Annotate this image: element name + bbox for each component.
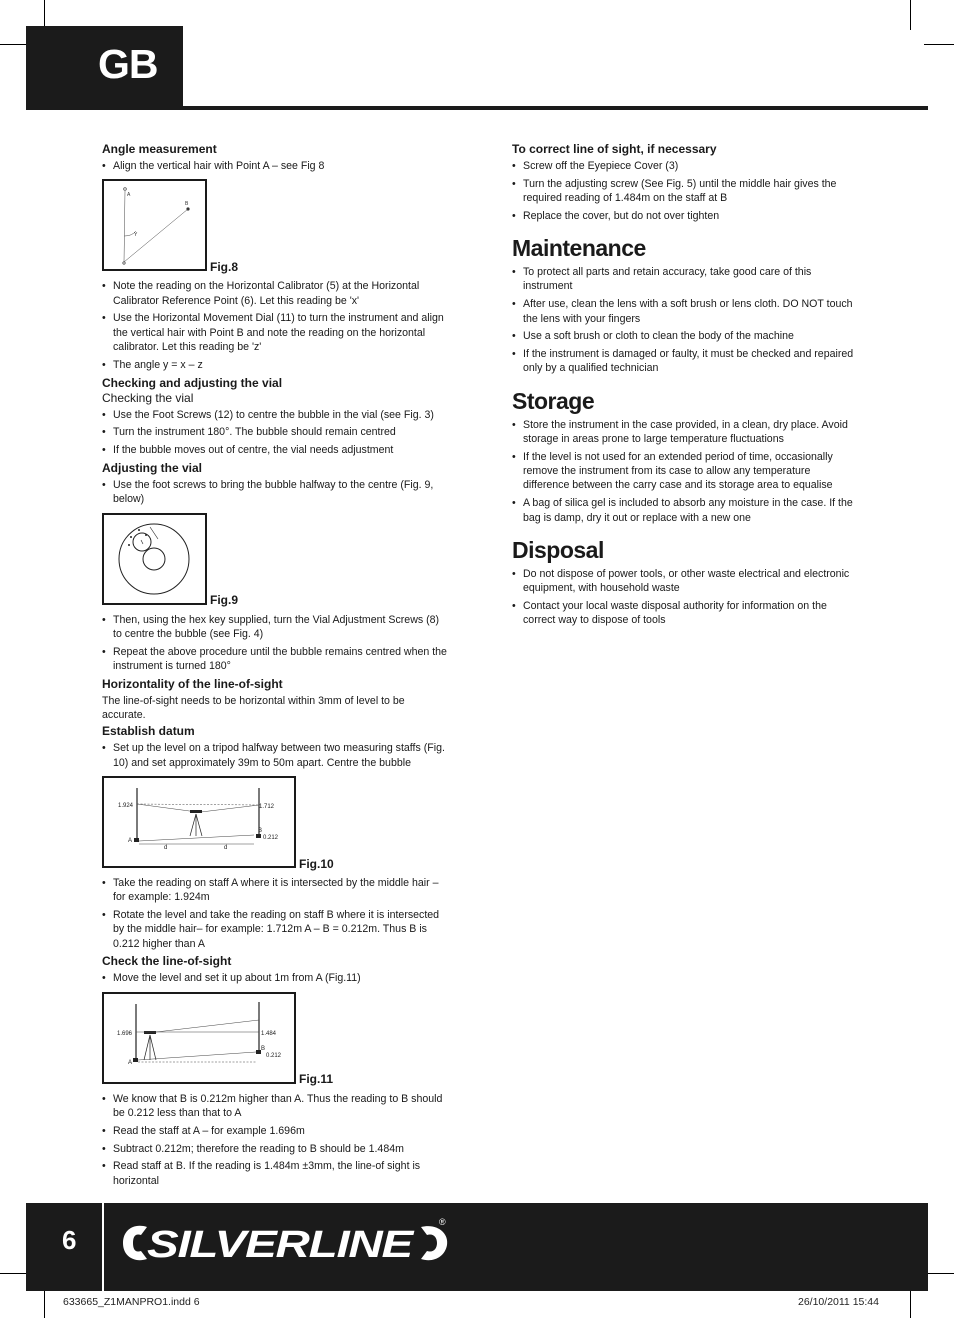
- check-list: [102, 971, 447, 985]
- angle-diagram: [104, 181, 205, 269]
- line-of-sight-diagram: [104, 994, 294, 1082]
- check-line-of-sight-heading: Check the line-of-sight: [102, 954, 232, 969]
- staff-b-label: B: [261, 1045, 266, 1052]
- list-item: • Do not dispose of power tools, or other waste electrical and electronic equipment, with household waste: [512, 567, 857, 596]
- crop-mark: [924, 44, 954, 45]
- crop-mark: [910, 1288, 911, 1318]
- checking-vial-subheading: Checking the vial: [102, 390, 194, 405]
- list-item: • Set up the level on a tripod halfway between two measuring staffs (Fig. 10) and set approximately 39m to 50m apart. Centre the bubble: [102, 741, 447, 770]
- figure-11-frame: [102, 992, 296, 1084]
- storage-heading: Storage: [512, 387, 595, 414]
- figure-11-label: Fig.11: [299, 1072, 334, 1087]
- list-item: • The angle y = x – z: [102, 358, 447, 372]
- crop-mark: [910, 0, 911, 30]
- crop-mark: [924, 1273, 954, 1274]
- figure-9-label: Fig.9: [210, 593, 239, 608]
- list-item: • Read the staff at A – for example 1.696m: [102, 1124, 447, 1138]
- figure-11: [102, 992, 447, 1087]
- staff-b-reading: 1.484: [261, 1030, 277, 1037]
- list-item: • Use the Foot Screws (12) to centre the bubble in the vial (see Fig. 3): [102, 408, 447, 422]
- list-item: • Rotate the level and take the reading on staff B where it is intersected by the middle hair– for example: 1.712m A – B = 0.212m. Thus B is 0.212 higher than A: [102, 908, 447, 951]
- figure-9: [102, 513, 447, 608]
- page-number: 6: [62, 1225, 77, 1255]
- horizontality-text: The line-of-sight needs to be horizontal within 3mm of level to be accurate.: [102, 694, 405, 722]
- staff-a-label: A: [128, 1059, 133, 1066]
- list-item: • Use the Horizontal Movement Dial (11) to turn the instrument and align the vertical hair with Point B and note the reading on the horizontal calibrator. Let this reading be 'z': [102, 311, 447, 354]
- list-item: • If the level is not used for an extended period of time, occasionally remove the instrument from its case to allow any temperature difference between the carry case and its storage area to equalise: [512, 450, 857, 493]
- adjust-list-continued: [102, 613, 447, 674]
- figure-8: [102, 179, 447, 274]
- adjust-list: [102, 478, 447, 507]
- figure-8-frame: [102, 179, 207, 271]
- list-item: • Use the foot screws to bring the bubble halfway to the centre (Fig. 9, below): [102, 478, 447, 507]
- file-slug: 633665_Z1MANPRO1.indd 6: [63, 1296, 200, 1308]
- correct-list: [512, 159, 857, 223]
- figure-9-frame: [102, 513, 207, 605]
- registered-mark: ®: [439, 1217, 446, 1227]
- horizontality-heading: Horizontality of the line-of-sight: [102, 676, 283, 691]
- list-item: • If the instrument is damaged or faulty, it must be checked and repaired only by a qualified technician: [512, 347, 857, 376]
- correct-line-heading: To correct line of sight, if necessary: [512, 142, 717, 156]
- maintenance-heading: Maintenance: [512, 235, 646, 262]
- list-item: • Move the level and set it up about 1m from A (Fig.11): [102, 971, 447, 985]
- storage-list: [512, 418, 857, 525]
- language-code: GB: [98, 41, 158, 87]
- date-slug: 26/10/2011 15:44: [798, 1296, 879, 1308]
- staff-a-reading: 1.696: [117, 1030, 133, 1037]
- point-b-label: B: [185, 201, 189, 208]
- establish-datum-heading: Establish datum: [102, 724, 195, 739]
- list-item: • Turn the adjusting screw (See Fig. 5) until the middle hair gives the required reading of 1.484m on the staff at B: [512, 177, 857, 206]
- footer-divider: [102, 1203, 104, 1291]
- header-rule: [183, 106, 928, 110]
- list-item: • Note the reading on the Horizontal Calibrator (5) at the Horizontal Calibrator Reference Point (6). Let this reading be 'x': [102, 279, 447, 308]
- angle-measurement-heading: Angle measurement: [102, 142, 217, 156]
- list-item: • Contact your local waste disposal authority for information on the correct way to dispose of tools: [512, 599, 857, 628]
- disposal-list: [512, 567, 857, 628]
- angle-list-continued: [102, 279, 447, 372]
- brand-logo-icon: [121, 1213, 451, 1273]
- angle-list: [102, 159, 447, 173]
- distance-label: d: [164, 844, 168, 851]
- vial-bubble-diagram: [104, 515, 205, 603]
- point-a-label: A: [127, 192, 131, 199]
- figure-10-frame: [102, 776, 296, 868]
- vial-check-list: [102, 408, 447, 458]
- difference-label: 0.212: [263, 834, 279, 841]
- staff-b-label: B: [258, 827, 263, 834]
- left-column: [102, 140, 447, 1192]
- adjusting-vial-heading: Adjusting the vial: [102, 460, 203, 475]
- list-item: • Then, using the hex key supplied, turn the Vial Adjustment Screws (8) to centre the bubble (see Fig. 4): [102, 613, 447, 642]
- crop-mark: [44, 1288, 45, 1318]
- language-tab: [26, 26, 183, 110]
- silverline-logo: [121, 1213, 451, 1278]
- datum-list: [102, 741, 447, 770]
- angle-label: Y: [134, 232, 138, 239]
- list-item: • Align the vertical hair with Point A – see Fig 8: [102, 159, 447, 173]
- maintenance-list: [512, 265, 857, 376]
- staff-a-reading: 1.924: [118, 802, 134, 809]
- list-item: • After use, clean the lens with a soft brush or lens cloth. DO NOT touch the lens with your fingers: [512, 297, 857, 326]
- list-item: • Screw off the Eyepiece Cover (3): [512, 159, 857, 173]
- right-column: [512, 140, 857, 631]
- list-item: • Use a soft brush or cloth to clean the body of the machine: [512, 329, 857, 343]
- figure-10-label: Fig.10: [299, 856, 334, 871]
- list-item: • If the bubble moves out of centre, the vial needs adjustment: [102, 443, 447, 457]
- list-item: • Take the reading on staff A where it is intersected by the middle hair – for example: 1.924m: [102, 876, 447, 905]
- datum-list-continued: [102, 876, 447, 951]
- disposal-heading: Disposal: [512, 536, 604, 563]
- vial-heading: Checking and adjusting the vial: [102, 375, 283, 390]
- footer-bar: [26, 1203, 928, 1291]
- distance-label: d: [224, 844, 228, 851]
- staff-b-reading: 1.712: [259, 803, 275, 810]
- list-item: • We know that B is 0.212m higher than A. Thus the reading to B should be 0.212 less than that to A: [102, 1092, 447, 1121]
- check-list-continued: [102, 1092, 447, 1188]
- list-item: • Repeat the above procedure until the bubble remains centred when the instrument is turned 180°: [102, 645, 447, 674]
- staff-a-label: A: [128, 837, 133, 844]
- list-item: • A bag of silica gel is included to absorb any moisture in the case. If the bag is damp, dry it out or replace with a new one: [512, 496, 857, 525]
- difference-label: 0.212: [266, 1052, 282, 1059]
- figure-8-label: Fig.8: [210, 260, 239, 274]
- datum-diagram: [104, 778, 294, 866]
- list-item: • Read staff at B. If the reading is 1.484m ±3mm, the line-of sight is horizontal: [102, 1159, 447, 1188]
- list-item: • To protect all parts and retain accuracy, take good care of this instrument: [512, 265, 857, 294]
- list-item: • Subtract 0.212m; therefore the reading to B should be 1.484m: [102, 1142, 447, 1156]
- list-item: • Replace the cover, but do not over tighten: [512, 209, 857, 223]
- figure-10: [102, 776, 447, 871]
- list-item: • Store the instrument in the case provided, in a clean, dry place. Avoid storage in areas prone to large temperature fluctuations: [512, 418, 857, 447]
- brand-wordmark: SILVERLINE: [147, 1224, 416, 1266]
- list-item: • Turn the instrument 180°. The bubble should remain centred: [102, 425, 447, 439]
